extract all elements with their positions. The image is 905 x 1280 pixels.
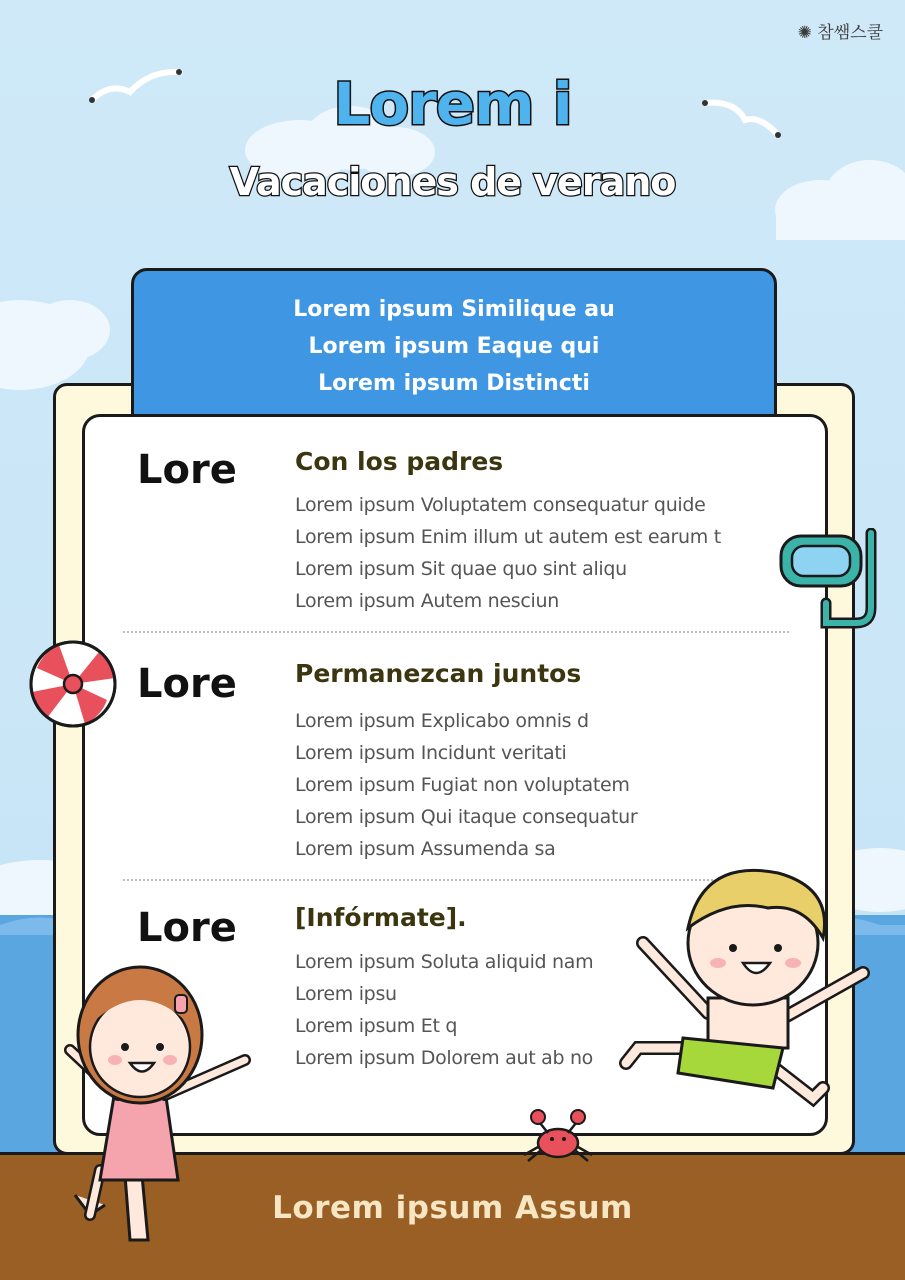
spark-icon: ✺ [797, 23, 812, 43]
boy-illustration [618, 848, 888, 1128]
snorkel-mask-icon [776, 528, 886, 633]
banner-line: Lorem ipsum Distincti [318, 371, 590, 396]
section-heading: Con los padres [295, 447, 504, 476]
list-item: Lorem ipsum Soluta aliquid nam [295, 951, 594, 973]
section-lines [295, 946, 593, 1074]
section-heading: Permanezcan juntos [295, 659, 582, 688]
cloud-icon [0, 300, 110, 390]
girl-illustration [30, 955, 280, 1255]
crab-icon [518, 1105, 598, 1165]
list-item: Lorem ipsum Autem nesciun [295, 590, 560, 612]
section-lines [295, 705, 637, 865]
list-item: Lorem ipsum Qui itaque consequatur [295, 806, 638, 828]
brand-logo [798, 18, 883, 43]
list-item: Lorem ipsum Fugiat non voluptatem [295, 774, 630, 796]
list-item: Lorem ipsum Incidunt veritati [295, 742, 567, 764]
banner-line: Lorem ipsum Similique au [293, 297, 615, 322]
section-label: Lore [137, 905, 237, 951]
list-item: Lorem ipsum Enim illum ut autem est earum t [295, 526, 721, 548]
list-item: Lorem ipsum Assumenda sa [295, 838, 556, 860]
page-title: Lorem i [333, 70, 572, 138]
list-item: Lorem ipsum Et q [295, 1015, 458, 1037]
brand-logo-text: 참쌤스쿨 [817, 23, 883, 43]
footer-text: Lorem ipsum Assum [272, 1190, 633, 1226]
section-label: Lore [137, 661, 237, 707]
section-label: Lore [137, 447, 237, 493]
list-item: Lorem ipsum Dolorem aut ab no [295, 1047, 594, 1069]
page-subtitle: Vacaciones de verano [229, 160, 676, 204]
section-heading: [Infórmate]. [295, 903, 467, 932]
section-lines [295, 489, 721, 617]
banner [131, 268, 777, 418]
banner-line: Lorem ipsum Eaque qui [308, 334, 600, 359]
list-item: Lorem ipsu [295, 983, 397, 1005]
beach-ball-icon [29, 640, 119, 730]
list-item: Lorem ipsum Voluptatem consequatur quide [295, 494, 706, 516]
divider [123, 631, 789, 633]
list-item: Lorem ipsum Sit quae quo sint aliqu [295, 558, 627, 580]
list-item: Lorem ipsum Explicabo omnis d [295, 710, 589, 732]
